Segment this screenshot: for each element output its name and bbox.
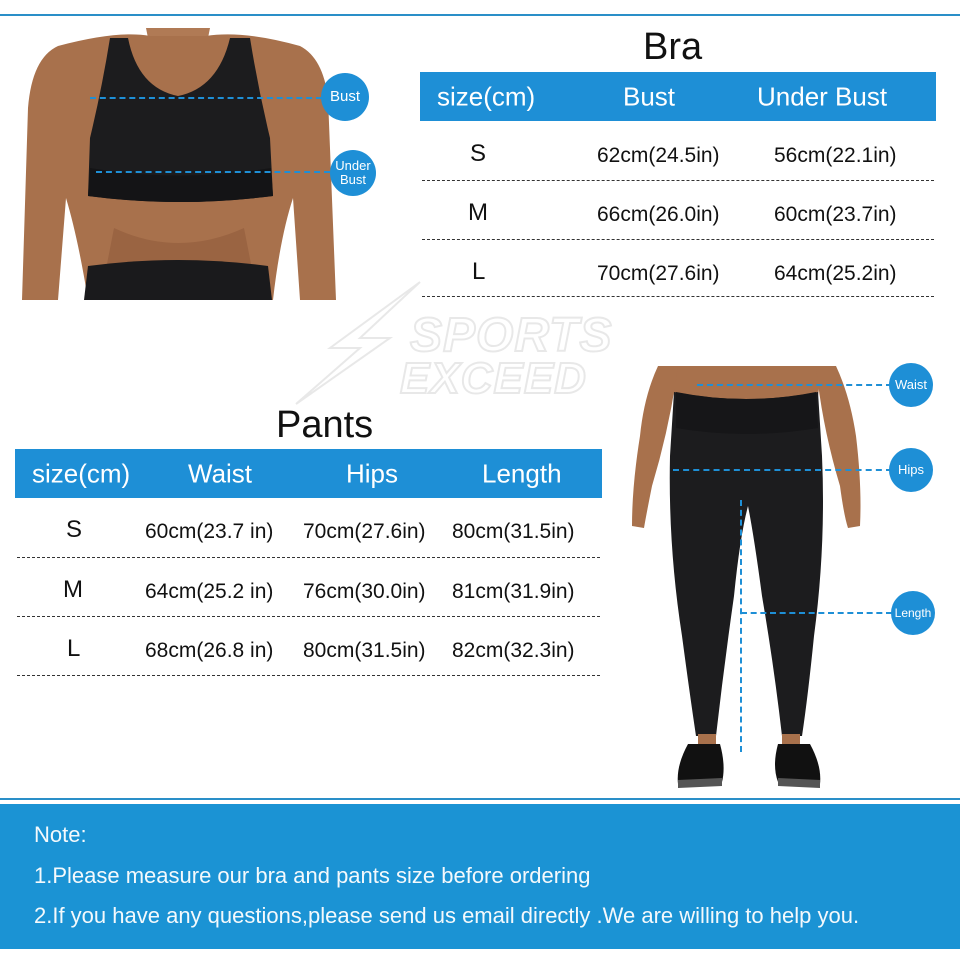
bra-under-bust: 64cm(25.2in) <box>774 262 897 285</box>
hips-label-bubble <box>889 448 933 492</box>
bra-header-size: size(cm) <box>437 81 536 111</box>
pants-size: L <box>67 635 81 662</box>
bra-bust: 66cm(26.0in) <box>597 203 720 226</box>
bra-row-s <box>420 140 936 170</box>
pants-hips: 70cm(27.6in) <box>303 520 426 543</box>
pants-table-header <box>15 449 602 498</box>
pants-waist: 64cm(25.2 in) <box>145 580 274 603</box>
pants-row-divider <box>17 675 600 676</box>
under-bust-label-line2: Bust <box>339 172 366 187</box>
pants-size: S <box>66 516 83 543</box>
bra-size: M <box>468 199 488 226</box>
pants-title: Pants <box>276 404 374 446</box>
pants-header-hips: Hips <box>346 458 399 488</box>
pants-row-divider <box>17 557 600 558</box>
pants-hips: 76cm(30.0in) <box>303 580 426 603</box>
note-line-2: 2.If you have any questions,please send us email directly .We are willing to help you. <box>34 903 860 928</box>
top-divider <box>0 14 960 16</box>
pants-length: 80cm(31.5in) <box>452 520 575 543</box>
pants-row-s <box>15 516 602 546</box>
bra-bust: 62cm(24.5in) <box>597 144 720 167</box>
bra-header-bust: Bust <box>623 81 676 111</box>
pants-waist: 60cm(23.7 in) <box>145 520 274 543</box>
bra-size: S <box>470 140 487 167</box>
watermark-line1: SPORTS <box>410 309 613 362</box>
bust-label: Bust <box>329 88 360 106</box>
pants-header-length: Length <box>482 458 562 488</box>
note-line-1: 1.Please measure our bra and pants size before ordering <box>34 863 591 888</box>
watermark-line2: EXCEED <box>400 354 587 403</box>
length-guide-line <box>740 500 742 752</box>
bust-label-bubble <box>321 73 369 121</box>
bust-guide-line <box>90 97 322 99</box>
bra-bust: 70cm(27.6in) <box>597 262 720 285</box>
pants-model-photo <box>622 366 872 794</box>
bottom-divider <box>0 798 960 800</box>
pants-hips: 80cm(31.5in) <box>303 639 426 662</box>
waist-label-bubble <box>889 363 933 407</box>
bra-under-bust: 56cm(22.1in) <box>774 144 897 167</box>
waist-guide-line <box>697 384 892 386</box>
bra-row-divider <box>422 180 934 181</box>
length-label-bubble <box>891 591 935 635</box>
bra-under-bust: 60cm(23.7in) <box>774 203 897 226</box>
length-guide-connector <box>741 612 892 614</box>
under-bust-label-bubble <box>330 150 376 196</box>
waist-label: Waist <box>894 377 928 393</box>
pants-row-divider <box>17 616 600 617</box>
bra-size: L <box>472 258 486 285</box>
pants-header-size: size(cm) <box>32 458 131 488</box>
pants-length: 81cm(31.9in) <box>452 580 575 603</box>
pants-size: M <box>63 576 83 603</box>
under-bust-guide-line <box>96 171 330 173</box>
hips-label: Hips <box>897 462 924 478</box>
pants-waist: 68cm(26.8 in) <box>145 639 274 662</box>
length-label: Length <box>894 605 932 620</box>
bra-row-divider <box>422 239 934 240</box>
bra-header-under-bust: Under Bust <box>757 81 888 111</box>
under-bust-label-line1: Under <box>335 158 371 174</box>
bra-table-header <box>420 72 936 121</box>
pants-length: 82cm(32.3in) <box>452 639 575 662</box>
pants-row-m <box>15 576 602 606</box>
bra-title: Bra <box>643 26 703 68</box>
hips-guide-line <box>673 469 892 471</box>
bra-row-m <box>420 199 936 229</box>
bra-model-photo <box>18 28 338 300</box>
note-heading: Note: <box>34 822 87 847</box>
pants-row-l <box>15 635 602 665</box>
pants-header-waist: Waist <box>188 458 253 488</box>
note-panel <box>0 804 960 949</box>
